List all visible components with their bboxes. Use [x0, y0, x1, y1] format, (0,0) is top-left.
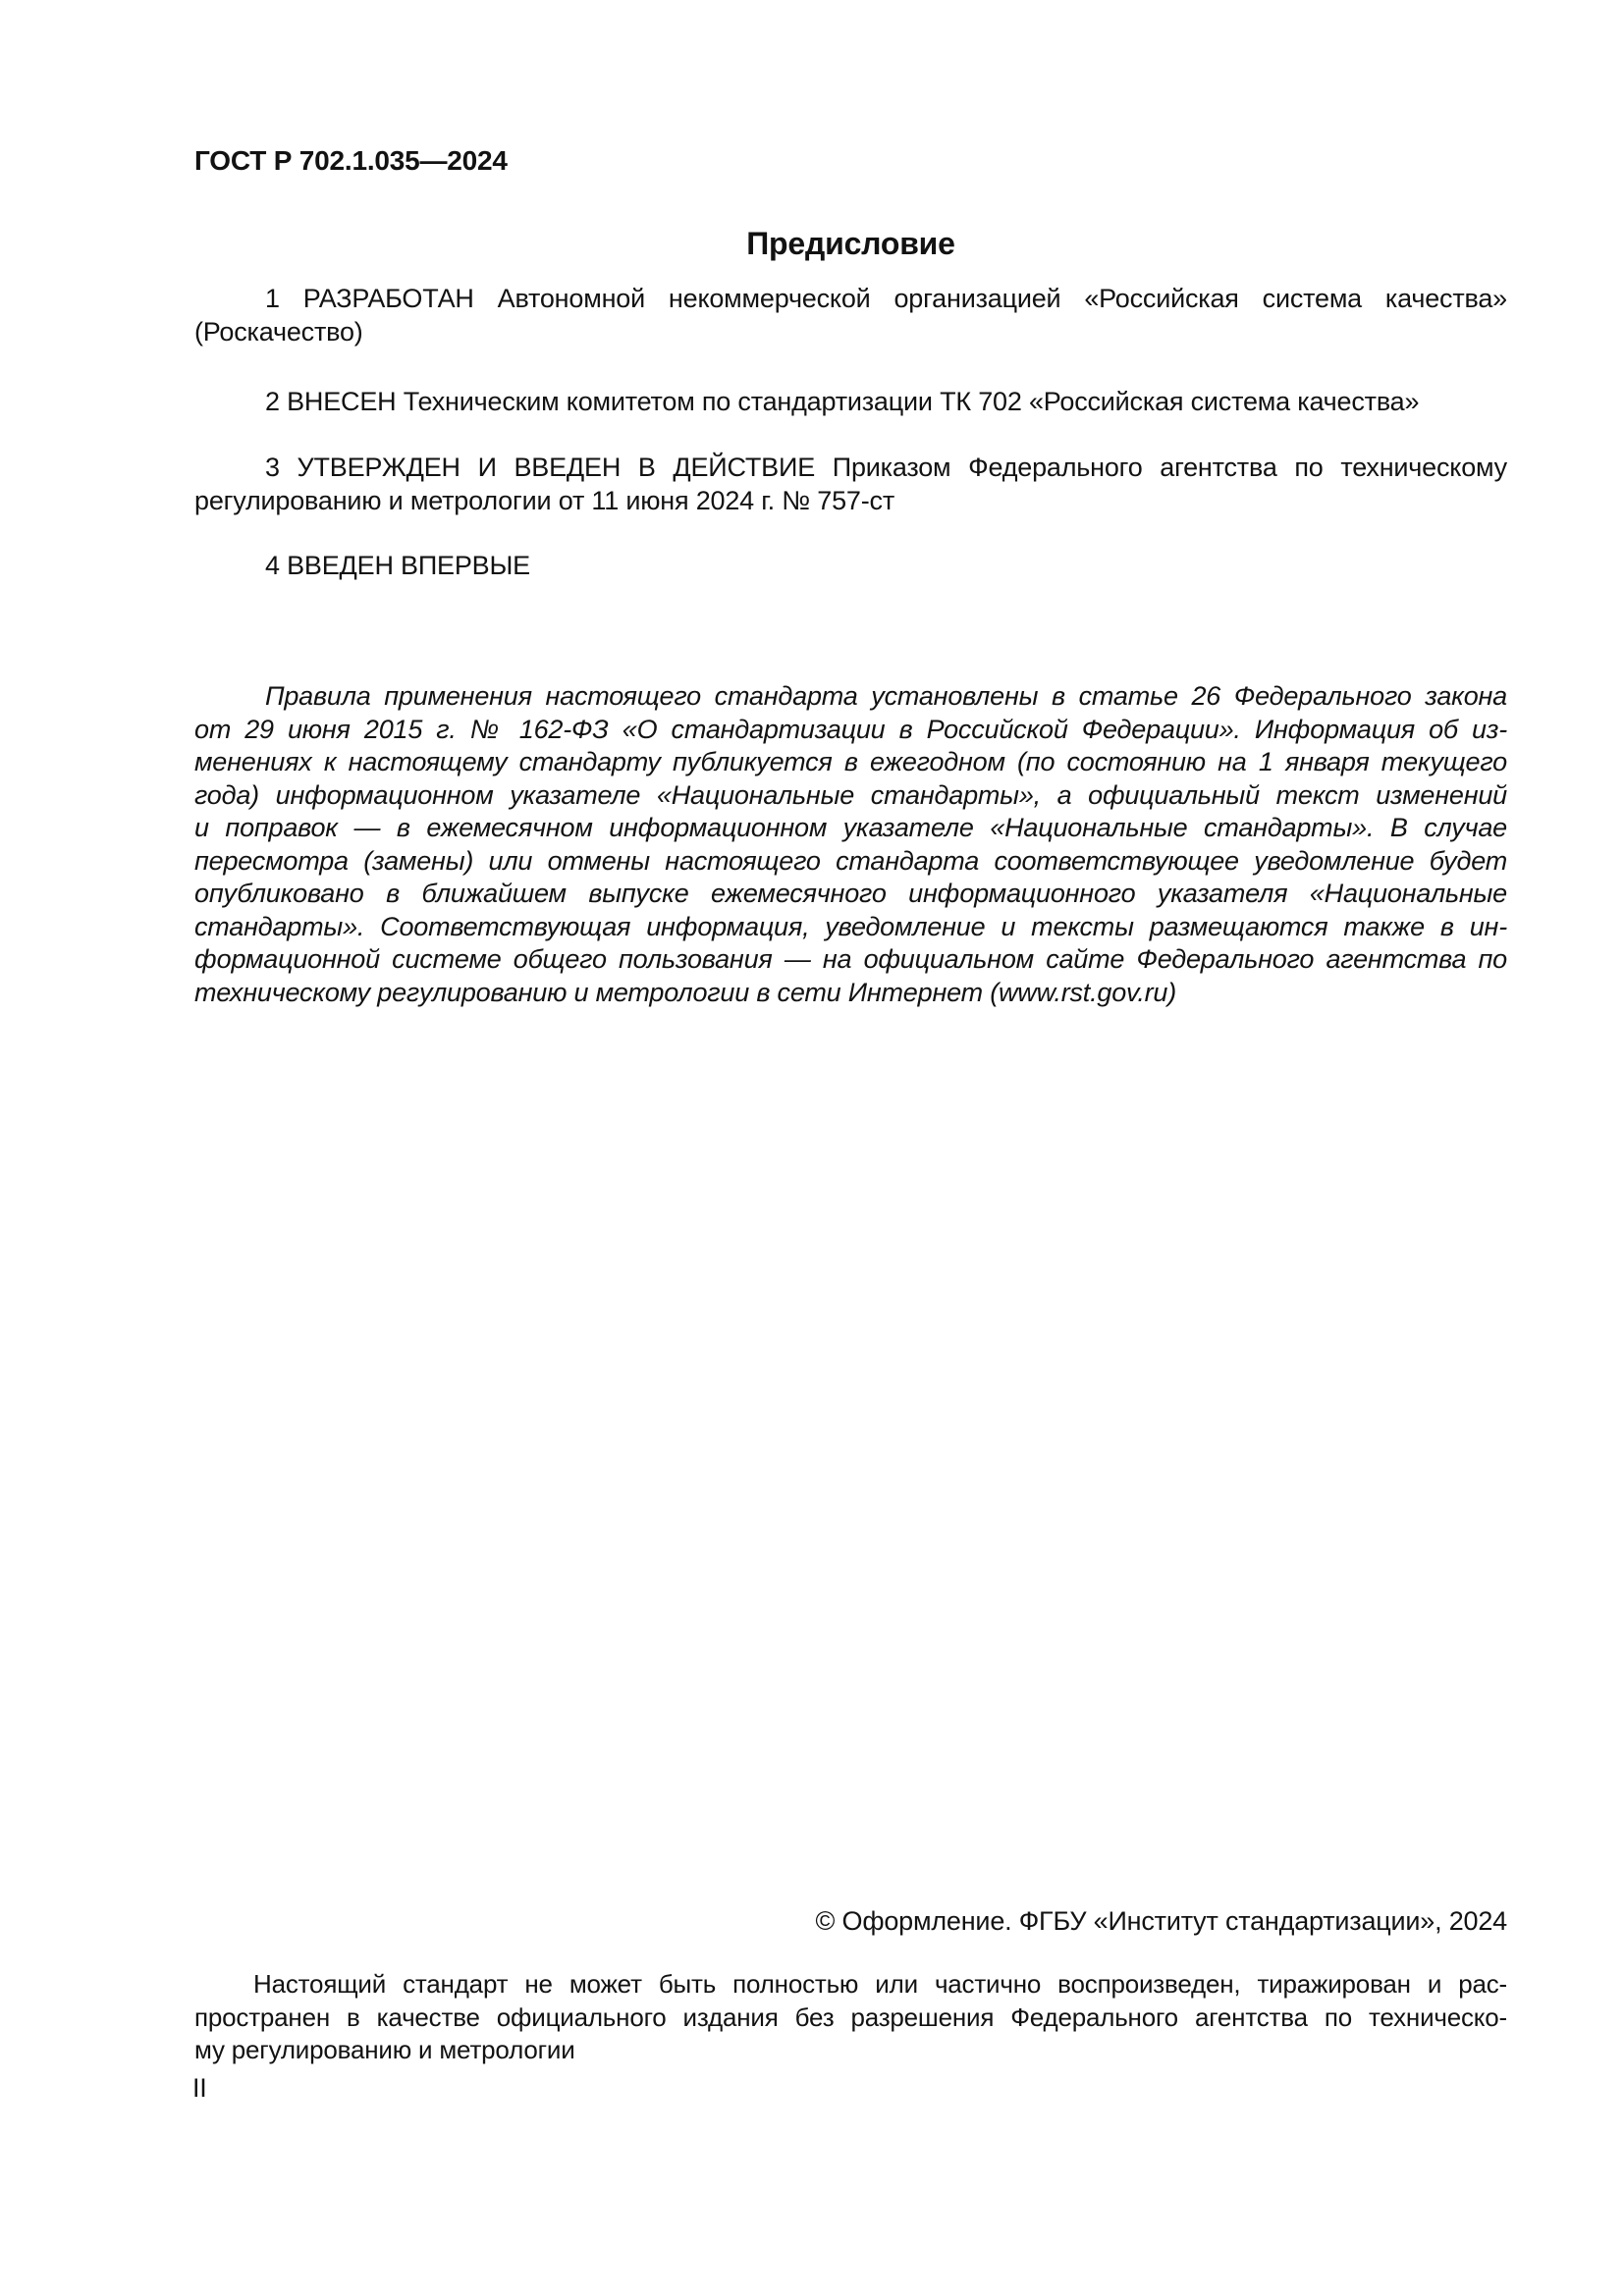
- text-line: пересмотра (замены) или отмены настоящего стандарта соответствующее уведомление будет: [194, 845, 1507, 876]
- reproduction-restriction-note: [194, 1968, 1507, 2067]
- foreword-item-4: [194, 550, 1507, 583]
- text-line: и поправок — в ежемесячном информационном указателе «Национальные стандарты». В случае: [194, 813, 1507, 842]
- text-line: 1 РАЗРАБОТАН Автономной некоммерческой организацией «Российская система качества»: [265, 284, 1507, 313]
- text-line: пространен в качестве официального издания без разрешения Федерального агентства по техническо-: [194, 2002, 1507, 2032]
- text-line: му регулированию и метрологии: [194, 2035, 575, 2064]
- text-line: регулированию и метрологии от 11 июня 2024 г. № 757-ст: [194, 485, 894, 515]
- text-line: 4 ВВЕДЕН ВПЕРВЫЕ: [265, 551, 530, 580]
- page-number: II: [192, 2073, 207, 2103]
- text-line: от 29 июня 2015 г. № 162-ФЗ «О стандартизации в Российской Федерации». Информация об из-: [194, 714, 1507, 744]
- doc-code: ГОСТ Р 702.1.035—2024: [194, 145, 508, 176]
- text-line: Правила применения настоящего стандарта установлены в статье 26 Федерального закона: [265, 681, 1507, 711]
- text-line: техническому регулированию и метрологии в сети Интернет (www.rst.gov.ru): [194, 977, 1177, 1007]
- text-line: года) информационном указателе «Национальные стандарты», а официальный текст изменений: [194, 779, 1507, 810]
- text-line: формационной системе общего пользования — на официальном сайте Федерального агентства по: [194, 944, 1507, 974]
- text-line: опубликовано в ближайшем выпуске ежемесячного информационного указателя «Национальные: [194, 879, 1507, 908]
- text-line: стандарты». Соответствующая информация, уведомление и тексты размещаются также в ин-: [194, 911, 1507, 941]
- foreword-title: Предисловие: [746, 226, 955, 261]
- foreword-item-2: [194, 386, 1507, 419]
- text-line: Настоящий стандарт не может быть полностью или частично воспроизведен, тиражирован и рас-: [253, 1969, 1507, 1999]
- text-line: (Роскачество): [194, 316, 363, 347]
- foreword-item-1: [194, 283, 1507, 348]
- legal-application-note: [194, 680, 1507, 1009]
- text-line: 3 УТВЕРЖДЕН И ВВЕДЕН В ДЕЙСТВИЕ Приказом Федерального агентства по техническому: [265, 453, 1507, 482]
- copyright-line: © Оформление. ФГБУ «Институт стандартизации», 2024: [815, 1906, 1507, 1936]
- text-line: менениях к настоящему стандарту публикуется в ежегодном (по состоянию на 1 января текущего: [194, 747, 1507, 776]
- foreword-item-3: [194, 452, 1507, 517]
- text-line: 2 ВНЕСЕН Техническим комитетом по стандартизации ТК 702 «Российская система качества»: [265, 387, 1420, 416]
